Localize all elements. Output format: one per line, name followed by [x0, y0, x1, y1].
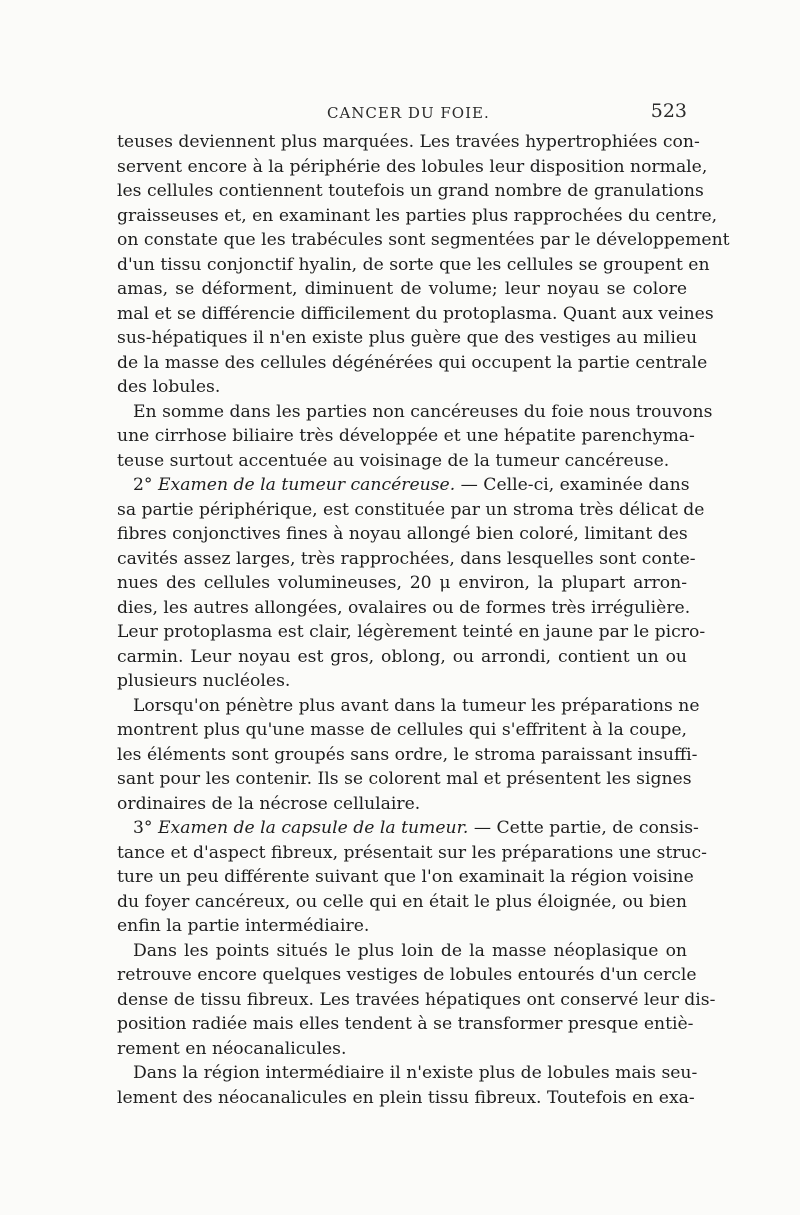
section-number: 2° — [133, 475, 158, 495]
text-line: Lorsqu'on pénètre plus avant dans la tumeur les préparations ne — [133, 695, 700, 716]
text-line: dies, les autres allongées, ovalaires ou de formes très irrégulière. — [117, 597, 691, 618]
text-line: servent encore à la périphérie des lobules leur disposition normale, — [117, 156, 708, 177]
text-line: du foyer cancéreux, ou celle qui en était le plus éloignée, ou bien — [117, 891, 687, 912]
page-number: 523 — [650, 100, 687, 122]
text-line: tance et d'aspect fibreux, présentait sur les préparations une struc- — [117, 842, 707, 863]
text-line: retrouve encore quelques vestiges de lobules entourés d'un cercle — [117, 965, 697, 985]
text-line: des lobules. — [117, 377, 221, 397]
text-line: graisseuses et, en examinant les parties plus rapprochées du centre, — [117, 205, 718, 226]
text-line: plusieurs nucléoles. — [117, 671, 291, 691]
section-number: 3° — [133, 818, 158, 838]
text-line: mal et se différencie difficilement du protoplasma. Quant aux veines — [117, 303, 714, 324]
text-line: on constate que les trabécules sont segmentées par le développement — [117, 230, 730, 250]
section-heading: Examen de la tumeur cancéreuse. — [158, 475, 456, 495]
text-line: Dans les points situés le plus loin de la masse néoplasique on — [133, 940, 687, 961]
section-text: — Celle-ci, examinée dans — [455, 475, 690, 495]
text-line: une cirrhose biliaire très développée et une hépatite parenchyma- — [117, 426, 695, 446]
text-line: d'un tissu conjonctif hyalin, de sorte que les cellules se groupent en — [117, 254, 710, 275]
text-line: sa partie périphérique, est constituée par un stroma très délicat de — [117, 499, 705, 520]
text-line: ture un peu différente suivant que l'on examinait la région voisine — [117, 867, 694, 887]
body-text — [117, 130, 730, 1110]
text-line: lement des néocanalicules en plein tissu fibreux. Toutefois en exa- — [117, 1087, 695, 1108]
text-line: En somme dans les parties non cancéreuses du foie nous trouvons — [133, 401, 713, 422]
text-line: les éléments sont groupés sans ordre, le stroma paraissant insuffi- — [117, 744, 698, 765]
text-line — [117, 473, 690, 498]
text-line: montrent plus qu'une masse de cellules qui s'effritent à la coupe, — [117, 720, 687, 740]
text-line: cavités assez larges, très rapprochées, dans lesquelles sont conte- — [117, 548, 696, 569]
page-header — [117, 100, 687, 126]
section-text: — Cette partie, de consis- — [468, 818, 699, 838]
text-line: sant pour les contenir. Ils se colorent mal et présentent les signes — [117, 769, 692, 789]
text-line: rement en néocanalicules. — [117, 1038, 347, 1059]
running-title: CANCER DU FOIE. — [327, 104, 490, 122]
text-line: sus-hépatiques il n'en existe plus guère que des vestiges au milieu — [117, 328, 698, 348]
text-line: les cellules contiennent toutefois un grand nombre de granulations — [117, 181, 704, 201]
text-line: position radiée mais elles tendent à se transformer presque entiè- — [117, 1014, 694, 1034]
text-line: dense de tissu fibreux. Les travées hépatiques ont conservé leur dis- — [117, 989, 716, 1010]
text-line: Leur protoplasma est clair, légèrement teinté en jaune par le picro- — [117, 622, 706, 642]
text-line: nues des cellules volumineuses, 20 μ environ, la plupart arron- — [117, 573, 687, 593]
text-line: carmin. Leur noyau est gros, oblong, ou arrondi, contient un ou — [117, 646, 687, 667]
text-line: fibres conjonctives fines à noyau allongé bien coloré, limitant des — [117, 524, 688, 544]
text-line: de la masse des cellules dégénérées qui occupent la partie centrale — [117, 352, 708, 373]
text-line: teuse surtout accentuée au voisinage de la tumeur cancéreuse. — [117, 450, 670, 471]
text-line: enfin la partie intermédiaire. — [117, 916, 370, 936]
section-heading: Examen de la capsule de la tumeur. — [158, 818, 469, 838]
text-line: ordinaires de la nécrose cellulaire. — [117, 793, 421, 814]
text-line: Dans la région intermédiaire il n'existe plus de lobules mais seu- — [133, 1063, 698, 1083]
text-line: amas, se déforment, diminuent de volume; leur noyau se colore — [117, 279, 687, 299]
text-line: teuses deviennent plus marquées. Les travées hypertrophiées con- — [117, 132, 700, 152]
text-line — [117, 816, 699, 841]
